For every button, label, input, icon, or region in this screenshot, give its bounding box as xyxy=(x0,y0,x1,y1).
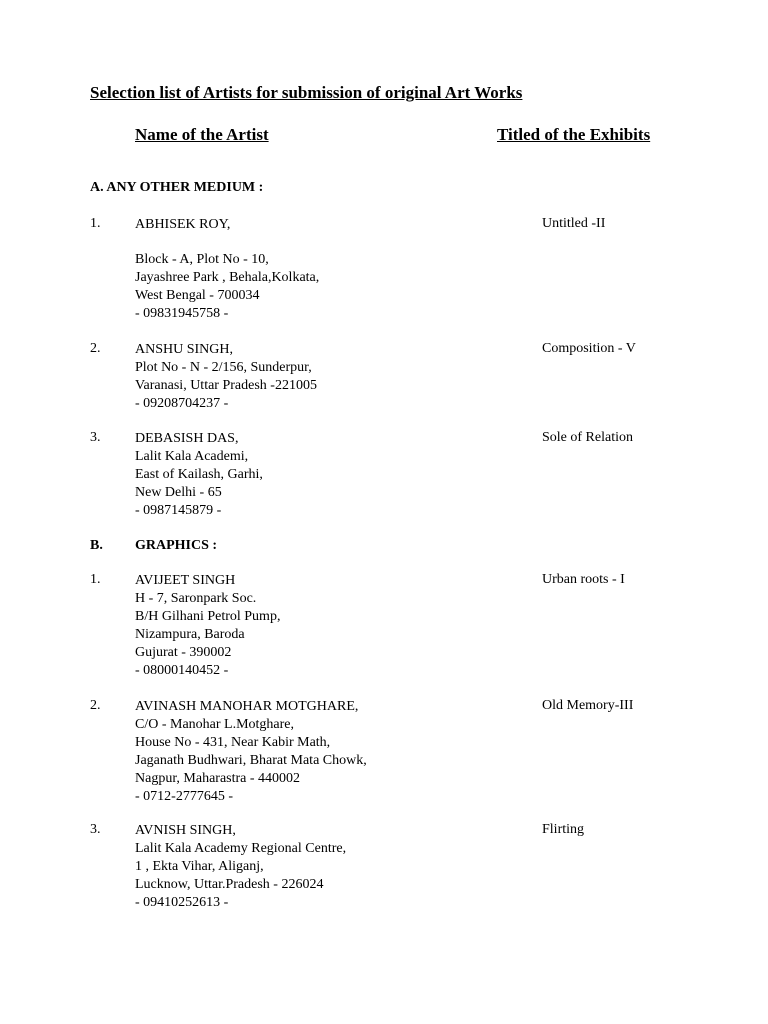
artist-name: AVNISH SINGH, xyxy=(135,823,236,838)
phone-line: - 0987145879 - xyxy=(135,503,222,518)
artist-entry-avinash-motghare xyxy=(135,698,367,806)
address-line: New Delhi - 65 xyxy=(135,485,222,500)
artist-name: ABHISEK ROY, xyxy=(135,217,231,232)
address-line: Jaganath Budhwari, Bharat Mata Chowk, xyxy=(135,753,367,768)
address-line: East of Kailash, Garhi, xyxy=(135,467,263,482)
address-line: Block - A, Plot No - 10, xyxy=(135,252,269,267)
address-line: Lalit Kala Academy Regional Centre, xyxy=(135,841,347,856)
address-line: Lalit Kala Academi, xyxy=(135,449,249,464)
exhibit-title: Flirting xyxy=(542,822,585,837)
exhibit-title: Old Memory-III xyxy=(542,698,634,713)
section-letter: B. xyxy=(90,538,103,553)
artist-name: AVIJEET SINGH xyxy=(135,573,236,588)
artist-entry-anshu-singh xyxy=(135,341,317,413)
exhibit-title: Composition - V xyxy=(542,341,636,356)
address-line: Nagpur, Maharastra - 440002 xyxy=(135,771,301,786)
artist-entry-avijeet-singh xyxy=(135,572,280,680)
address-line: Gujurat - 390002 xyxy=(135,645,232,660)
entry-number: 2. xyxy=(90,341,101,356)
address-line: C/O - Manohar L.Motghare, xyxy=(135,717,295,732)
entry-number: 1. xyxy=(90,572,101,587)
section-heading-graphics: GRAPHICS : xyxy=(135,538,218,553)
exhibit-title: Untitled -II xyxy=(542,216,606,231)
address-line: West Bengal - 700034 xyxy=(135,288,260,303)
address-line: 1 , Ekta Vihar, Aliganj, xyxy=(135,859,264,874)
artist-name: AVINASH MANOHAR MOTGHARE, xyxy=(135,699,359,714)
artist-name: ANSHU SINGH, xyxy=(135,342,234,357)
address-line: Jayashree Park , Behala,Kolkata, xyxy=(135,270,320,285)
address-line: Nizampura, Baroda xyxy=(135,627,245,642)
artist-entry-avnish-singh xyxy=(135,822,346,912)
artist-column-header: Name of the Artist xyxy=(135,125,269,144)
entry-number: 3. xyxy=(90,822,101,837)
address-line: H - 7, Saronpark Soc. xyxy=(135,591,257,606)
exhibit-column-header: Titled of the Exhibits xyxy=(497,125,651,144)
artist-name: DEBASISH DAS, xyxy=(135,431,239,446)
document-title: Selection list of Artists for submission of original Art Works xyxy=(90,83,523,102)
address-line: Varanasi, Uttar Pradesh -221005 xyxy=(135,378,317,393)
phone-line: - 08000140452 - xyxy=(135,663,229,678)
address-line: B/H Gilhani Petrol Pump, xyxy=(135,609,281,624)
phone-line: - 0712-2777645 - xyxy=(135,789,233,804)
section-heading-any-other-medium: A. ANY OTHER MEDIUM : xyxy=(90,180,264,195)
artist-entry-debasish-das xyxy=(135,430,263,520)
entry-number: 3. xyxy=(90,430,101,445)
entry-number: 2. xyxy=(90,698,101,713)
artist-entry-abhisek-roy xyxy=(135,216,230,234)
phone-line: - 09208704237 - xyxy=(135,396,229,411)
phone-line: - 09410252613 - xyxy=(135,895,229,910)
address-line: Lucknow, Uttar.Pradesh - 226024 xyxy=(135,877,324,892)
artist-address xyxy=(135,251,319,323)
phone-line: - 09831945758 - xyxy=(135,306,229,321)
exhibit-title: Sole of Relation xyxy=(542,430,633,445)
exhibit-title: Urban roots - I xyxy=(542,572,625,587)
entry-number: 1. xyxy=(90,216,101,231)
address-line: Plot No - N - 2/156, Sunderpur, xyxy=(135,360,312,375)
address-line: House No - 431, Near Kabir Math, xyxy=(135,735,331,750)
